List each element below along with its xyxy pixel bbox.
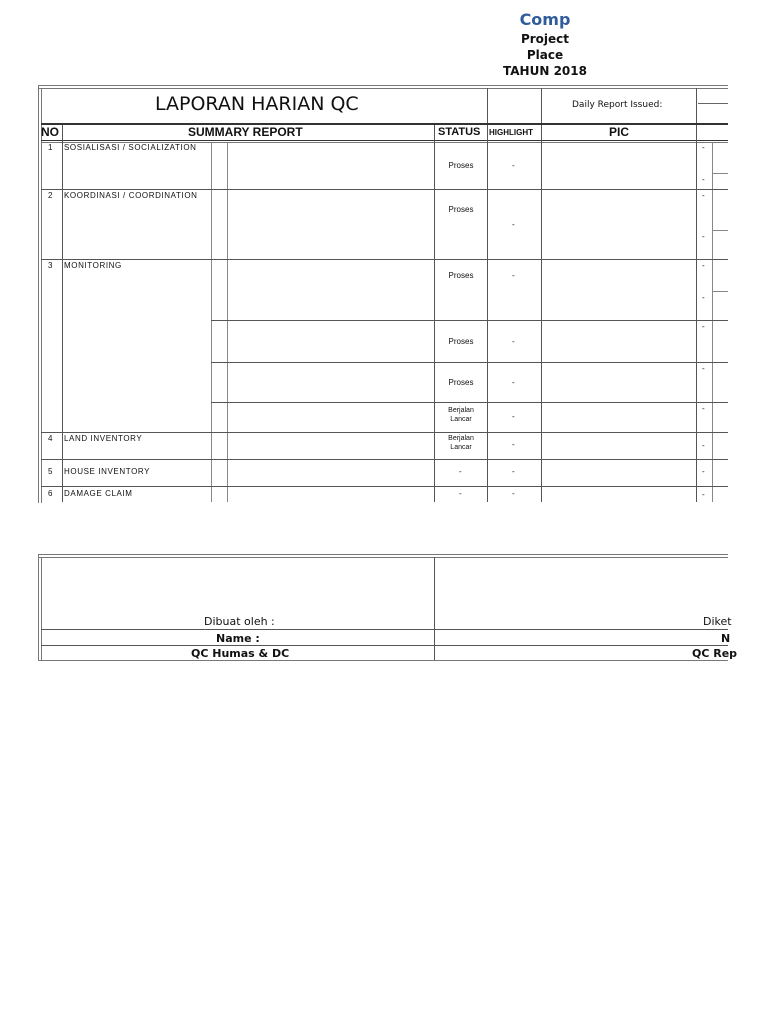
role-left: QC Humas & DC [191, 647, 290, 660]
role-right: QC Rep [692, 647, 738, 660]
right-cell: - [702, 322, 705, 331]
project-name: Project [520, 32, 570, 46]
status-cell: Proses [448, 378, 474, 387]
col-status: STATUS [438, 126, 481, 138]
row-number: 4 [48, 434, 53, 443]
name-left: Name : [216, 632, 260, 645]
status-cell: Berjalan [448, 407, 474, 414]
right-cell: - [702, 293, 705, 302]
status-cell: Proses [448, 161, 474, 170]
made-by-label: Dibuat oleh : [204, 615, 275, 628]
row-label: SOSIALISASI / SOCIALIZATION [64, 143, 197, 152]
right-cell: - [702, 143, 705, 152]
highlight-cell: - [512, 337, 515, 346]
known-by-label: Diket [703, 615, 732, 628]
right-cell: - [702, 261, 705, 270]
right-cell: - [702, 467, 705, 476]
highlight-cell: - [512, 412, 515, 421]
right-cell: - [702, 232, 705, 241]
row-number: 6 [48, 489, 53, 498]
status-cell: Proses [448, 271, 474, 280]
row-number: 1 [48, 143, 53, 152]
right-cell: - [702, 404, 705, 413]
highlight-cell: - [512, 271, 515, 280]
highlight-cell: - [512, 489, 515, 498]
right-cell: - [702, 175, 705, 184]
row-label: MONITORING [64, 261, 122, 270]
report-title: LAPORAN HARIAN QC [155, 93, 359, 115]
col-pic: PIC [609, 125, 630, 139]
highlight-cell: - [512, 467, 515, 476]
status-cell: Lancar [450, 444, 472, 451]
status-cell: Berjalan [448, 435, 474, 442]
row-label: HOUSE INVENTORY [64, 467, 151, 476]
highlight-cell: - [512, 161, 515, 170]
row-label: LAND INVENTORY [64, 434, 143, 443]
status-cell: - [459, 467, 462, 476]
report-year: TAHUN 2018 [503, 64, 587, 78]
highlight-cell: - [512, 440, 515, 449]
place-name: Place [526, 48, 564, 62]
row-number: 3 [48, 261, 53, 270]
col-summary: SUMMARY REPORT [188, 125, 303, 139]
status-cell: Proses [448, 337, 474, 346]
status-cell: Lancar [450, 416, 472, 423]
company-name: Comp [519, 10, 571, 29]
status-cell: - [459, 489, 462, 498]
issued-label: Daily Report Issued: [572, 100, 663, 110]
name-right: N [721, 632, 731, 645]
highlight-cell: - [512, 378, 515, 387]
highlight-cell: - [512, 220, 515, 229]
status-cell: Proses [448, 205, 474, 214]
right-cell: - [702, 441, 705, 450]
col-highlight: HIGHLIGHT [489, 128, 533, 137]
right-cell: - [702, 191, 705, 200]
right-cell: - [702, 364, 705, 373]
col-no: NO [41, 125, 59, 139]
row-label: DAMAGE CLAIM [64, 489, 133, 498]
row-label: KOORDINASI / COORDINATION [64, 191, 198, 200]
row-number: 2 [48, 191, 53, 200]
right-cell: - [702, 490, 705, 499]
row-number: 5 [48, 467, 53, 476]
